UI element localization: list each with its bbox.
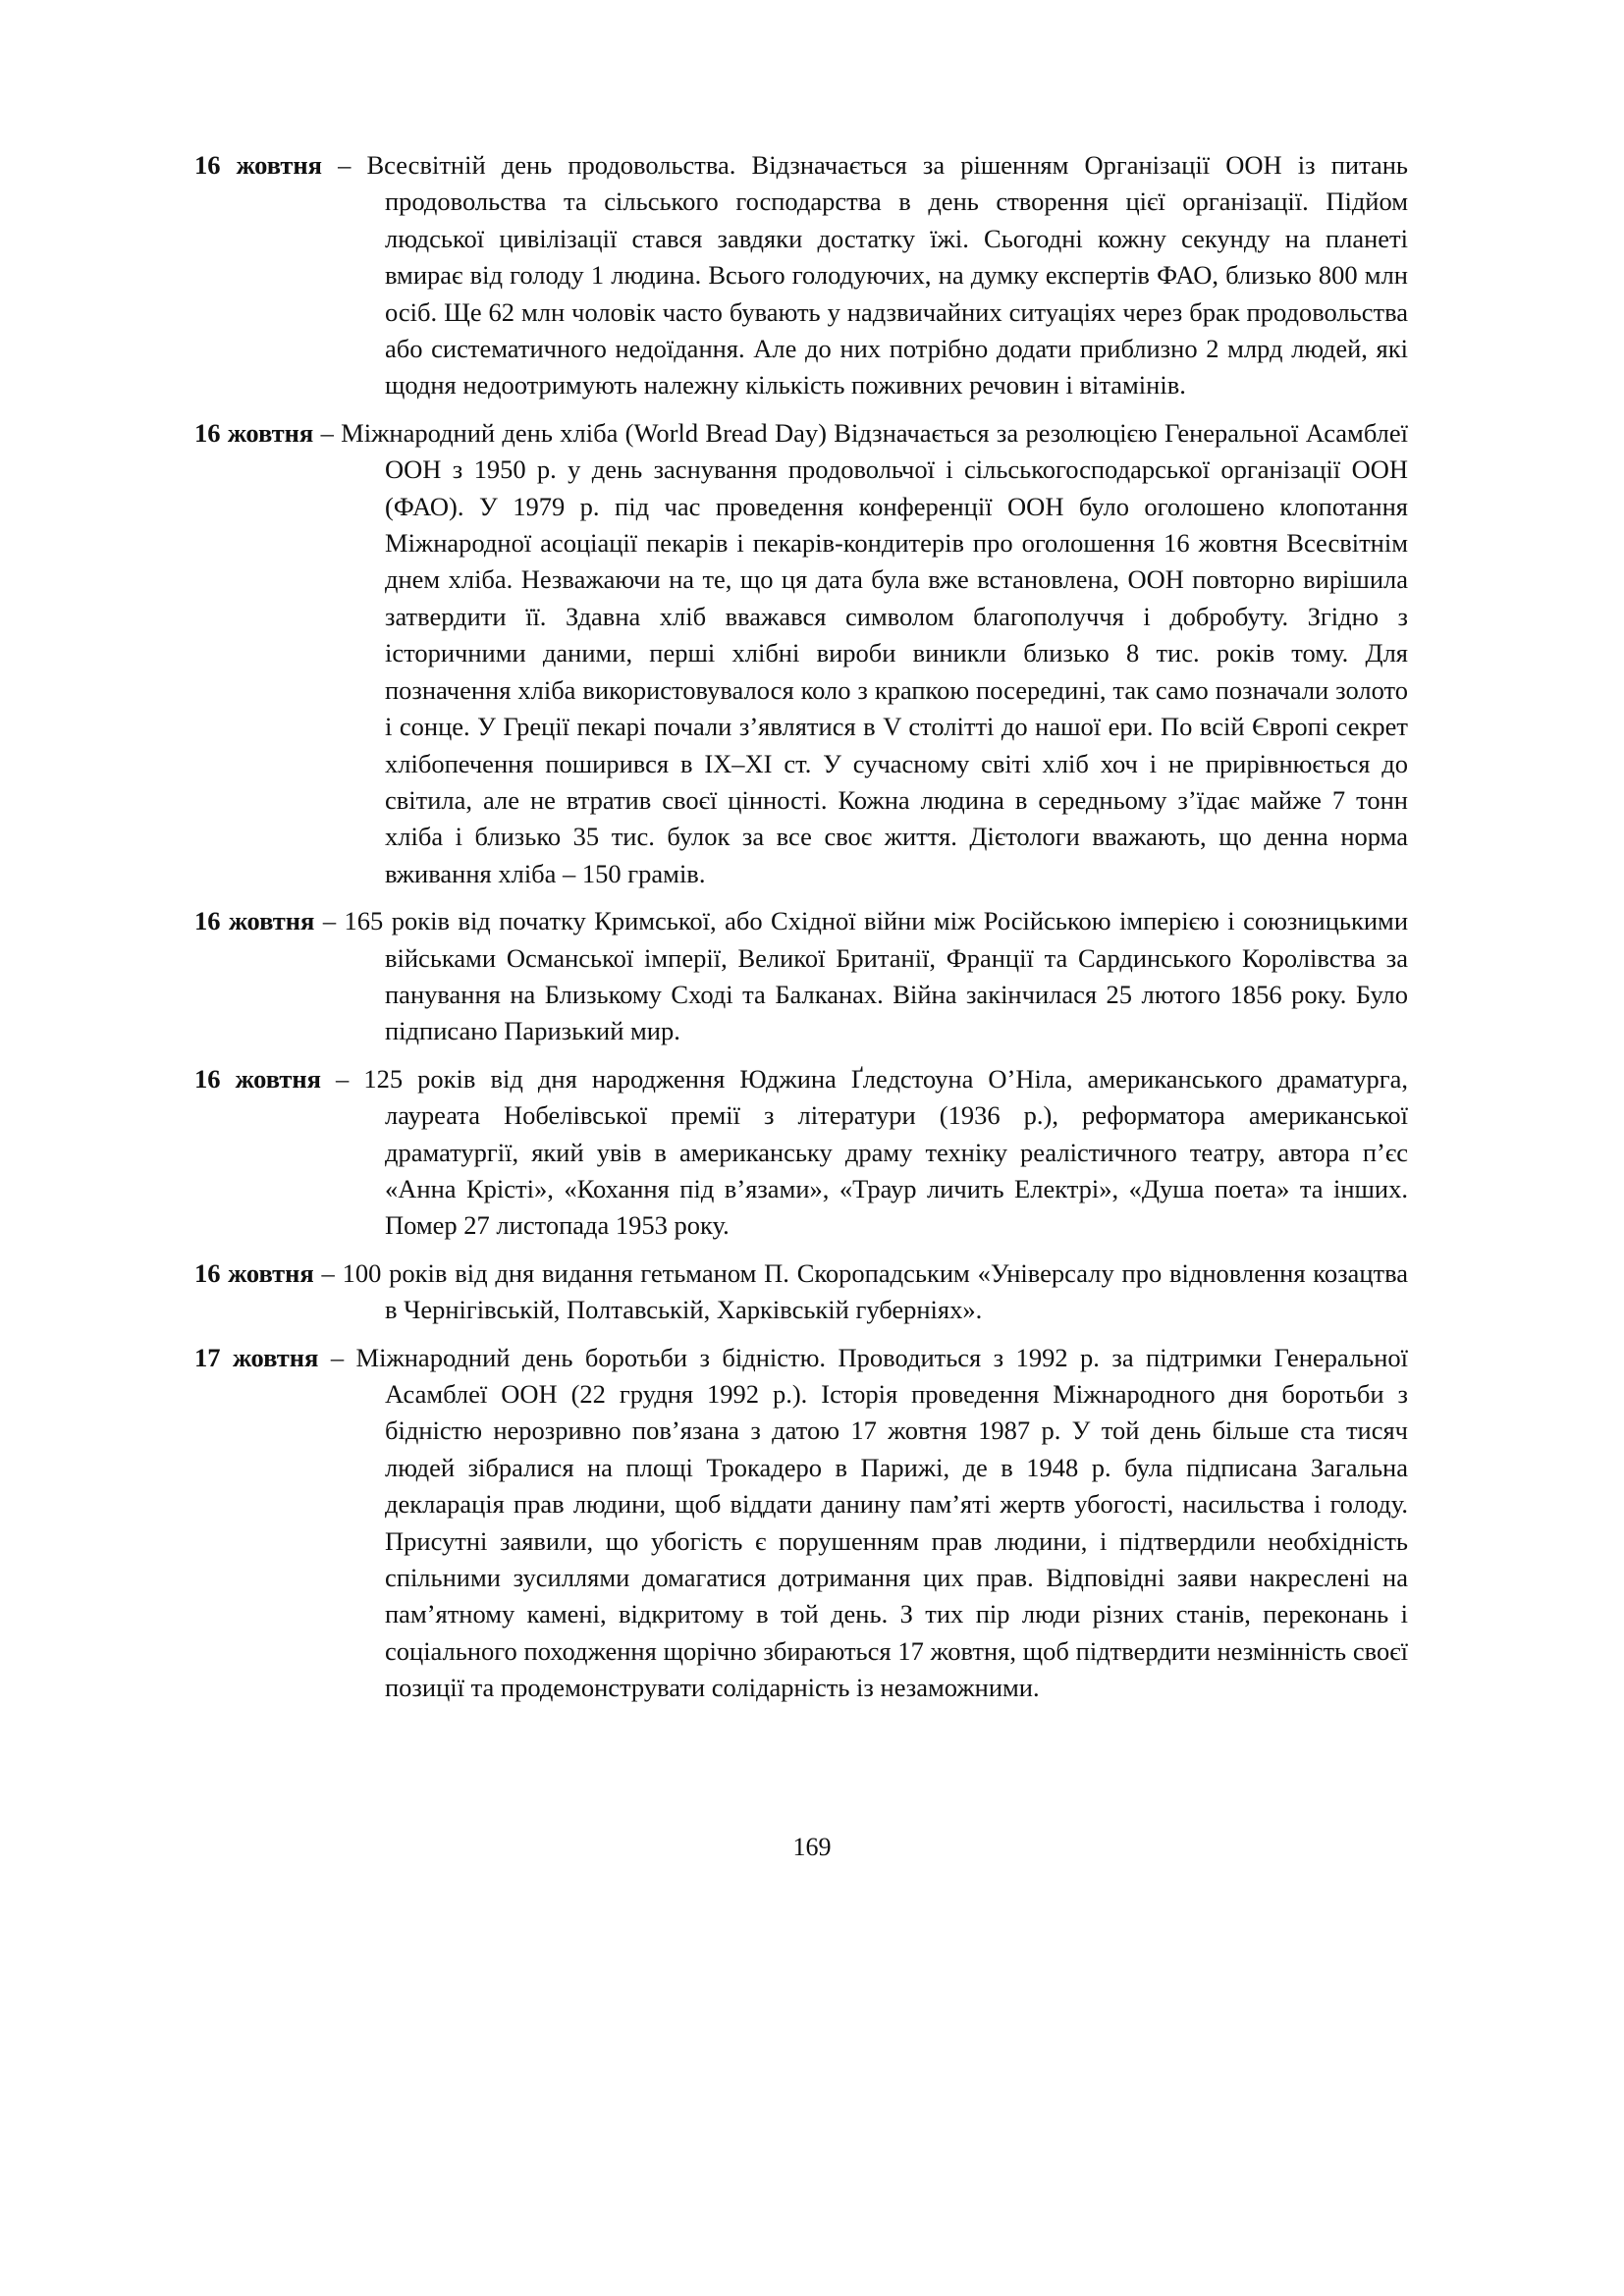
entry-text: 165 років від початку Кримської, або Східної війни між Російською імперією і союзницькими військами Османської імперії, Великої Британії, Франції та Сардинського Королівства за панування на Близькому Сході та Балканах. Війна закінчилася 25 лютого 1856 року. Було підписано Паризький мир. [344,906,1409,1046]
calendar-entry [194,1061,1408,1245]
entry-dash: – [313,1257,343,1288]
entry-date: 16 жовтня [194,906,315,936]
entry-text: 125 років від дня народження Юджина Ґледстоуна О’Ніла, американського драматурга, лауреата Нобелівської премії з літератури (1936 р.), реформатора американської драматургії, який увів в американську драму техніку реалістичного театру, автора п’єс «Анна Крісті», «Кохання під в’язами», «Траур личить Електрі», «Душа поета» та інших. Помер 27 листопада 1953 року. [363,1063,1408,1241]
entry-date: 16 жовтня [194,1063,321,1094]
calendar-entry [194,415,1408,892]
entry-dash: – [320,1063,364,1094]
calendar-entry [194,147,1408,404]
entry-lead [194,1258,343,1288]
entry-dash: – [318,1342,356,1372]
entry-text: 100 років від дня видання гетьманом П. Скоропадським «Універсалу про відновлення козацтва в Чернігівській, Полтавській, Харківській губерніях». [342,1257,1409,1325]
entry-lead [194,150,367,180]
entry-dash: – [313,417,342,448]
entry-date: 16 жовтня [194,150,323,180]
entry-text: Міжнародний день боротьби з бідністю. Проводиться з 1992 р. за підтримки Генеральної Асамблеї ООН (22 грудня 1992 р.). Історія проведення Міжнародного дня боротьби з бідністю нерозривно пов’язана з датою 17 жовтня 1987 р. У той день більше ста тисяч людей зібралися на площі Трокадеро в Парижі, де в 1948 р. була підписана Загальна декларація прав людини, щоб віддати данину пам’яті жертв убогості, насильства і голоду. Присутні заявили, що убогість є порушенням прав людини, і підтвердили необхідність спільними зусиллями домагатися дотримання цих прав. Відповідні заяви накреслені на пам’ятному камені, відкритому в той день. З тих пір люди різних станів, переконань і соціального походження щорічно збираються 17 жовтня, щоб підтвердити незмінність своєї позиції та продемонструвати солідарність із незаможними. [355,1342,1409,1703]
entry-lead [194,418,341,448]
calendar-entry [194,1255,1408,1329]
entry-text: Всесвітній день продовольства. Відзначається за рішенням Організації ООН із питань продовольства та сільського господарства в день створення цієї організації. Підйом людської цивілізації стався завдяки достатку їжі. Сьогодні кожну секунду на планеті вмирає від голоду 1 людина. Всього голодуючих, на думку експертів ФАО, близько 800 млн осіб. Ще 62 млн чоловік часто бувають у надзвичайних ситуаціях через брак продовольства або систематичного недоїдання. Але до них потрібно додати приблизно 2 млрд людей, які щодня недоотримують належну кількість поживних речовин і вітамінів. [366,150,1409,400]
entry-lead [194,1343,356,1372]
entry-date: 16 жовтня [194,1257,314,1288]
calendar-entries [194,147,1408,1718]
entry-date: 17 жовтня [194,1342,319,1372]
entry-dash: – [314,906,345,936]
entry-text: Міжнародний день хліба (World Bread Day) Відзначається за резолюцією Генеральної Асамблеї ООН з 1950 р. у день заснування продовольчої і сільськогосподарської організації ООН (ФАО). У 1979 р. під час проведення конференції ООН було оголошено клопотання Міжнародної асоціації пекарів і пекарів-кондитерів про оголошення 16 жовтня Всесвітнім днем хліба. Незважаючи на те, що ця дата була вже встановлена, ООН повторно вирішила затвердити її. Здавна хліб вважався символом благополуччя і добробуту. Згідно з історичними даними, перші хлібні вироби виникли близько 8 тис. років тому. Для позначення хліба використовувалося коло з крапкою посередині, так само позначали золото і сонце. У Греції пекарі почали з’являтися в V столітті до нашої ери. По всій Європі секрет хлібопечення поширився в IX–XI ст. У сучасному світі хліб хоч і не прирівнюється до світила, але не втратив своєї цінності. Кожна людина в середньому з’їдає майже 7 тонн хліба і близько 35 тис. булок за все своє життя. Дієтологи вважають, що денна норма вживання хліба – 150 грамів. [341,417,1409,888]
page-number: 169 [792,1833,832,1861]
calendar-entry [194,1340,1408,1707]
entry-dash: – [322,150,367,180]
calendar-entry [194,903,1408,1050]
entry-lead [194,1064,363,1094]
entry-date: 16 жовтня [194,417,314,448]
entry-lead [194,906,345,935]
